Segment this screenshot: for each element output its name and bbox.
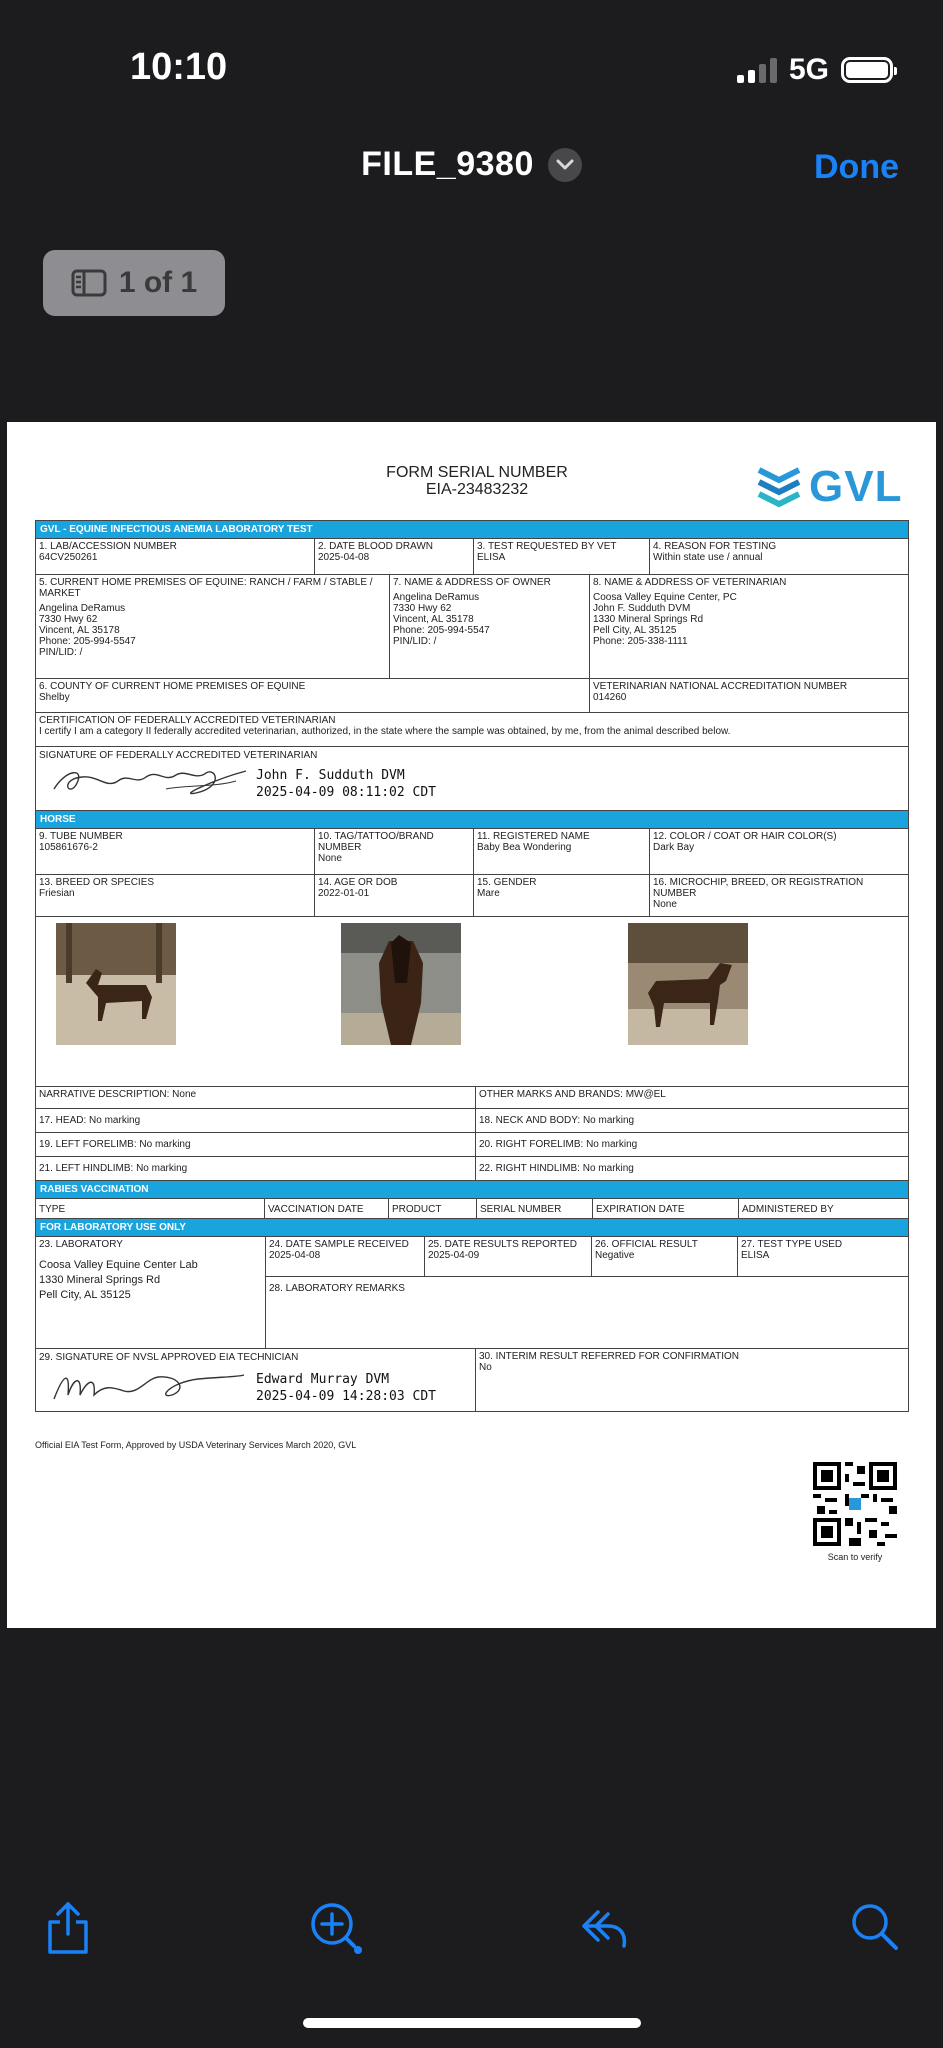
owner-line: Angelina DeRamus [393,592,480,603]
form-row-horse-1 [36,829,908,875]
laboratory-line: Coosa Valley Equine Center Lab [39,1259,198,1271]
rabies-administered-by: ADMINISTERED BY [742,1204,834,1215]
field-lab-remarks: 28. LABORATORY REMARKS [269,1283,405,1294]
veterinarian-line: Pell City, AL 35125 [593,625,677,636]
field-left-hindlimb: 21. LEFT HINDLIMB: No marking [36,1157,476,1180]
search-icon[interactable] [848,1900,900,1956]
qr-code-icon[interactable] [813,1462,897,1546]
reply-icon[interactable] [578,1900,632,1956]
form-serial [307,464,647,498]
gvl-chevron-logo-icon [755,464,803,510]
sidebar-pages-icon [71,269,107,297]
home-indicator[interactable] [303,2018,641,2028]
premises-line: PIN/LID: / [39,647,83,658]
form-row-cert [36,713,908,747]
veterinarian-line: Coosa Valley Equine Center, PC [593,592,737,603]
veterinarian-line: 1330 Mineral Springs Rd [593,614,704,625]
tech-signature-text: Edward Murray DVM 2025-04-09 14:28:03 CDT [256,1372,437,1404]
form-row-rabies [36,1199,908,1219]
field-owner: 7. NAME & ADDRESS OF OWNER Angelina DeRamus 7330 Hwy 62 Vincent, AL 35178 Phone: 205-994-5547 PIN/LID: / [390,575,590,678]
laboratory-line: 1330 Mineral Springs Rd [39,1274,161,1286]
veterinarian-line: John F. Sudduth DVM [593,603,691,614]
field-vet-signature: SIGNATURE OF FEDERALLY ACCREDITED VETERINARIAN John F. Sudduth DVM 2025-04-09 08:11:02 CDT [36,747,908,809]
document-page[interactable] [7,422,936,1628]
markup-zoom-icon[interactable] [306,1900,366,1956]
field-microchip: 16. MICROCHIP, BREED, OR REGISTRATION NUMBER None [653,877,864,910]
chevron-down-icon[interactable] [548,148,582,182]
rabies-vaccination-date: VACCINATION DATE [265,1199,389,1218]
form-row-1 [36,539,908,575]
field-gender: 15. GENDER Mare [474,875,650,916]
form-row-3 [36,679,908,713]
premises-line: Phone: 205-994-5547 [39,636,136,647]
veterinarian-line: Phone: 205-338-1111 [593,636,688,647]
rabies-type: TYPE [36,1199,265,1218]
field-laboratory: 23. LABORATORY Coosa Valley Equine Center Lab 1330 Mineral Springs Rd Pell City, AL 35125 [36,1237,266,1348]
cellular-signal-icon [737,57,777,83]
premises-line: Vincent, AL 35178 [39,625,120,636]
premises-line: Angelina DeRamus [39,603,126,614]
horse-photo-center [341,923,461,1045]
field-other-marks: OTHER MARKS AND BRANDS: MW@EL [479,1089,666,1100]
status-time: 10:10 [130,46,228,88]
field-age: 14. AGE OR DOB 2022-01-01 [315,875,474,916]
field-test-requested: 3. TEST REQUESTED BY VET ELISA [474,539,650,574]
form-row-lab [36,1237,908,1349]
vet-signature-text: John F. Sudduth DVM 2025-04-09 08:11:02 CDT [256,768,437,800]
laboratory-line: Pell City, AL 35125 [39,1289,131,1301]
owner-line: Vincent, AL 35178 [393,614,474,625]
field-right-forelimb: 20. RIGHT FORELIMB: No marking [479,1139,638,1150]
horse-photo-left [56,923,176,1045]
field-interim-result: 30. INTERIM RESULT REFERRED FOR CONFIRMATION No [479,1351,740,1373]
battery-icon [841,57,893,83]
field-accreditation: VETERINARIAN NATIONAL ACCREDITATION NUMBER 014260 [593,681,848,703]
gvl-logo [755,462,902,512]
field-official-result: 26. OFFICIAL RESULT Negative [592,1237,738,1276]
form-row-horse-2 [36,875,908,917]
field-date-drawn: 2. DATE BLOOD DRAWN 2025-04-08 [315,539,474,574]
form-row-narrative [36,1087,908,1109]
done-button[interactable]: Done [814,148,899,186]
field-date-reported: 25. DATE RESULTS REPORTED 2025-04-09 [425,1237,592,1276]
form-row-tech-signature [36,1349,908,1411]
section-horse-header: HORSE [36,811,908,829]
field-date-received: 24. DATE SAMPLE RECEIVED 2025-04-08 [266,1237,425,1276]
field-breed: 13. BREED OR SPECIES Friesian [36,875,315,916]
scan-to-verify-label: Scan to verify [827,1552,883,1562]
form-row-19 [36,1133,908,1157]
rabies-serial: SERIAL NUMBER [477,1199,593,1218]
serial-number: EIA-23483232 [425,481,529,498]
field-head: 17. HEAD: No marking [36,1109,476,1132]
network-type: 5G [788,53,829,86]
owner-line: 7330 Hwy 62 [393,603,452,614]
rabies-expiration: EXPIRATION DATE [593,1199,739,1218]
rabies-product: PRODUCT [389,1199,477,1218]
share-icon[interactable] [44,1900,92,1956]
form-row-vet-signature [36,747,908,811]
field-neck-body: 18. NECK AND BODY: No marking [479,1115,635,1126]
field-left-forelimb: 19. LEFT FORELIMB: No marking [36,1133,476,1156]
status-indicators [737,50,893,90]
field-color: 12. COLOR / COAT OR HAIR COLOR(S) Dark Bay [653,831,837,853]
field-registered-name: 11. REGISTERED NAME Baby Bea Wondering [474,829,650,874]
owner-line: PIN/LID: / [393,636,437,647]
premises-line: 7330 Hwy 62 [39,614,98,625]
field-reason: 4. REASON FOR TESTING Within state use / annual [653,541,777,563]
form-row-2 [36,575,908,679]
file-title-bar[interactable] [0,145,943,184]
horse-photo-right [628,923,748,1045]
form-row-21 [36,1157,908,1181]
field-county: 6. COUNTY OF CURRENT HOME PREMISES OF EQUINE Shelby [36,679,590,712]
form-row-17 [36,1109,908,1133]
field-narrative: NARRATIVE DESCRIPTION: None [36,1087,476,1108]
field-lab-accession: 1. LAB/ACCESSION NUMBER 64CV250261 [36,539,315,574]
eia-form [35,520,909,1412]
vet-signature-scribble [46,759,256,803]
footer-note: Official EIA Test Form, Approved by USDA Veterinary Services March 2020, GVL [35,1440,357,1450]
serial-label: FORM SERIAL NUMBER [386,464,568,481]
section-rabies-header: RABIES VACCINATION [36,1181,908,1199]
owner-line: Phone: 205-994-5547 [393,625,490,636]
section-lab-header: FOR LABORATORY USE ONLY [36,1219,908,1237]
field-premises: 5. CURRENT HOME PREMISES OF EQUINE: RANCH / FARM / STABLE / MARKET Angelina DeRamus 7330 Hwy 62 Vincent, AL 35178 Phone: 205-994-5547 PIN/LID: / [36,575,390,678]
field-test-type: 27. TEST TYPE USED ELISA [741,1239,843,1261]
field-tube-number: 9. TUBE NUMBER 105861676-2 [36,829,315,874]
page-indicator-button[interactable] [43,250,225,316]
tech-signature-scribble [48,1365,248,1405]
file-title: FILE_9380 [361,145,534,183]
form-row-photos [36,917,908,1087]
field-tag-tattoo: 10. TAG/TATTOO/BRAND NUMBER None [315,829,474,874]
gvl-logo-text: GVL [809,462,903,511]
field-veterinarian: 8. NAME & ADDRESS OF VETERINARIAN Coosa Valley Equine Center, PC John F. Sudduth DVM 1330 Mineral Springs Rd Pell City, AL 35125 Phone: 205-338-1111 [590,575,908,678]
section-eia-header: GVL - EQUINE INFECTIOUS ANEMIA LABORATORY TEST [36,521,908,539]
field-tech-signature: 29. SIGNATURE OF NVSL APPROVED EIA TECHNICIAN Edward Murray DVM 2025-04-09 14:28:03 CDT [36,1349,476,1411]
field-certification: CERTIFICATION OF FEDERALLY ACCREDITED VETERINARIAN I certify I am a category II federally accredited veterinarian, authorized, in the state where the sample was obtained, by me, from the animal described below. [39,715,731,737]
page-indicator-label: 1 of 1 [118,266,198,299]
field-right-hindlimb: 22. RIGHT HINDLIMB: No marking [479,1163,634,1174]
